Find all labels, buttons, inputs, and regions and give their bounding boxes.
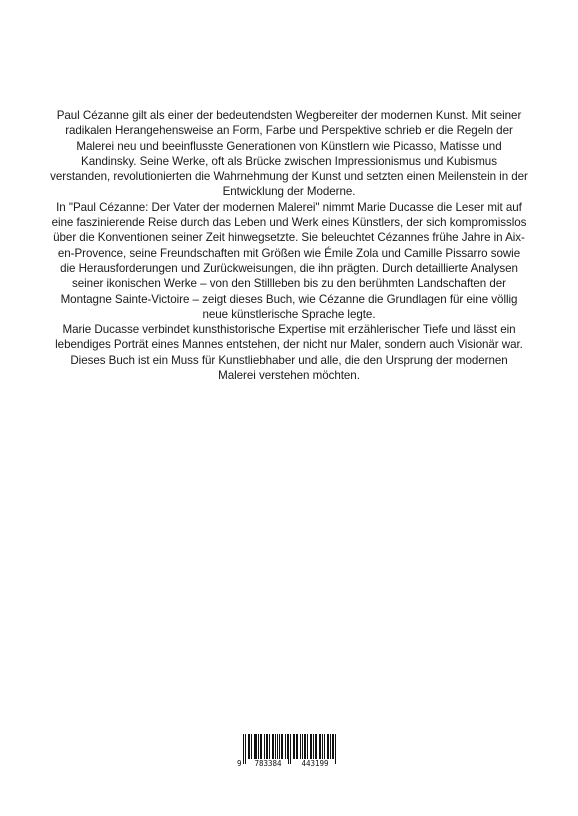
barcode-bar <box>319 734 320 759</box>
barcode-bar <box>320 734 321 759</box>
barcode-bar <box>281 734 282 759</box>
barcode-bar <box>327 734 328 759</box>
barcode-bar <box>302 734 303 759</box>
barcode-bar <box>267 734 268 759</box>
barcode-bar <box>315 734 316 759</box>
barcode-bar <box>330 734 331 759</box>
barcode-bar <box>311 734 312 759</box>
barcode-bar <box>290 734 291 764</box>
barcode-bar <box>245 734 246 764</box>
barcode-bar <box>300 734 301 759</box>
barcode-bar <box>258 734 259 759</box>
barcode-bar <box>296 734 297 759</box>
barcode-bar <box>275 734 276 759</box>
blurb-paragraph: Marie Ducasse verbindet kunsthistorische Expertise mit erzählerischer Tiefe und lässt ein lebendiges Porträt eines Mannes entstehen, der nicht nur Maler, sondern auch Visionär war. Dieses Buch ist ein Muss für Kunstliebhaber und alle, die den Ursprung der modernen Malerei verstehen möchten. <box>55 323 523 383</box>
barcode-bar <box>254 734 255 759</box>
barcode-bar <box>273 734 274 759</box>
barcode-bar <box>305 734 306 759</box>
barcode-bar <box>277 734 278 759</box>
blurb-paragraph: Paul Cézanne gilt als einer der bedeutendsten Wegbereiter der modernen Kunst. Mit seiner radikalen Herangehensweise an Form, Farbe und Perspektive schrieb er die Regeln der Malerei neu und beeinflusste Generationen von Künstlern wie Picasso, Matisse und Kandinsky. Seine Werke, oft als Brücke zwischen Impressionismus und Kubismus verstanden, revolutionierten die Wahrnehmung der Kunst und setzten einen Meilenstein in der Entwicklung der Moderne. <box>50 109 528 199</box>
barcode-bar <box>287 734 288 759</box>
barcode-bar <box>255 734 256 759</box>
barcode-bar <box>294 734 295 759</box>
barcode-bar <box>264 734 265 759</box>
barcode-bar <box>269 734 270 759</box>
barcode-bar <box>304 734 305 759</box>
barcode-bar <box>332 734 333 759</box>
barcode-bar <box>248 734 249 759</box>
barcode-bar <box>307 734 308 759</box>
barcode-bar <box>279 734 280 759</box>
barcode-bar <box>324 734 325 759</box>
barcode-bar <box>272 734 273 759</box>
barcode-digits-left: 783384 <box>249 759 287 768</box>
barcode-bar <box>285 734 286 759</box>
barcode-bar <box>316 734 317 759</box>
barcode-bar <box>313 734 314 759</box>
blurb-paragraph: In "Paul Cézanne: Der Vater der modernen Malerei" nimmt Marie Ducasse die Leser mit auf eine faszinierende Reise durch das Leben und Werk eines Künstlers, der sich kompromisslos über die Konventionen seiner Zeit hinwegsetzte. Sie beleuchtet Cézannes frühe Jahre in Aix-en-Provence, seine Freundschaften mit Größen wie Émile Zola und Camille Pissarro sowie die Herausforderungen und Zurückweisungen, die ihn prägten. Durch detaillierte Analysen seiner ikonischen Werke – von den Stillleben bis zu den berühmten Landschaften der Montagne Sainte-Victoire – zeigt dieses Buch, wie Cézanne die Grundlagen für eine völlig neue künstlerische Sprache legte. <box>51 200 527 321</box>
barcode-bar <box>282 734 283 759</box>
barcode-bar <box>293 734 294 759</box>
barcode-bar <box>260 734 261 759</box>
barcode-digit-first: 9 <box>237 759 242 768</box>
barcode-bar <box>249 734 250 759</box>
barcode-digits-right: 443199 <box>295 759 335 768</box>
isbn-barcode <box>235 734 339 770</box>
barcode-bar <box>310 734 311 759</box>
barcode-bar <box>288 734 289 764</box>
barcode-bar <box>261 734 262 759</box>
barcode-bar <box>256 734 257 759</box>
barcode-bar <box>322 734 323 759</box>
barcode-bar <box>243 734 244 764</box>
barcode-bar <box>335 734 336 764</box>
barcode-bar <box>266 734 267 759</box>
barcode-bar <box>297 734 298 759</box>
blurb-text <box>50 108 528 383</box>
barcode-bar <box>251 734 252 759</box>
barcode-bar <box>328 734 329 759</box>
